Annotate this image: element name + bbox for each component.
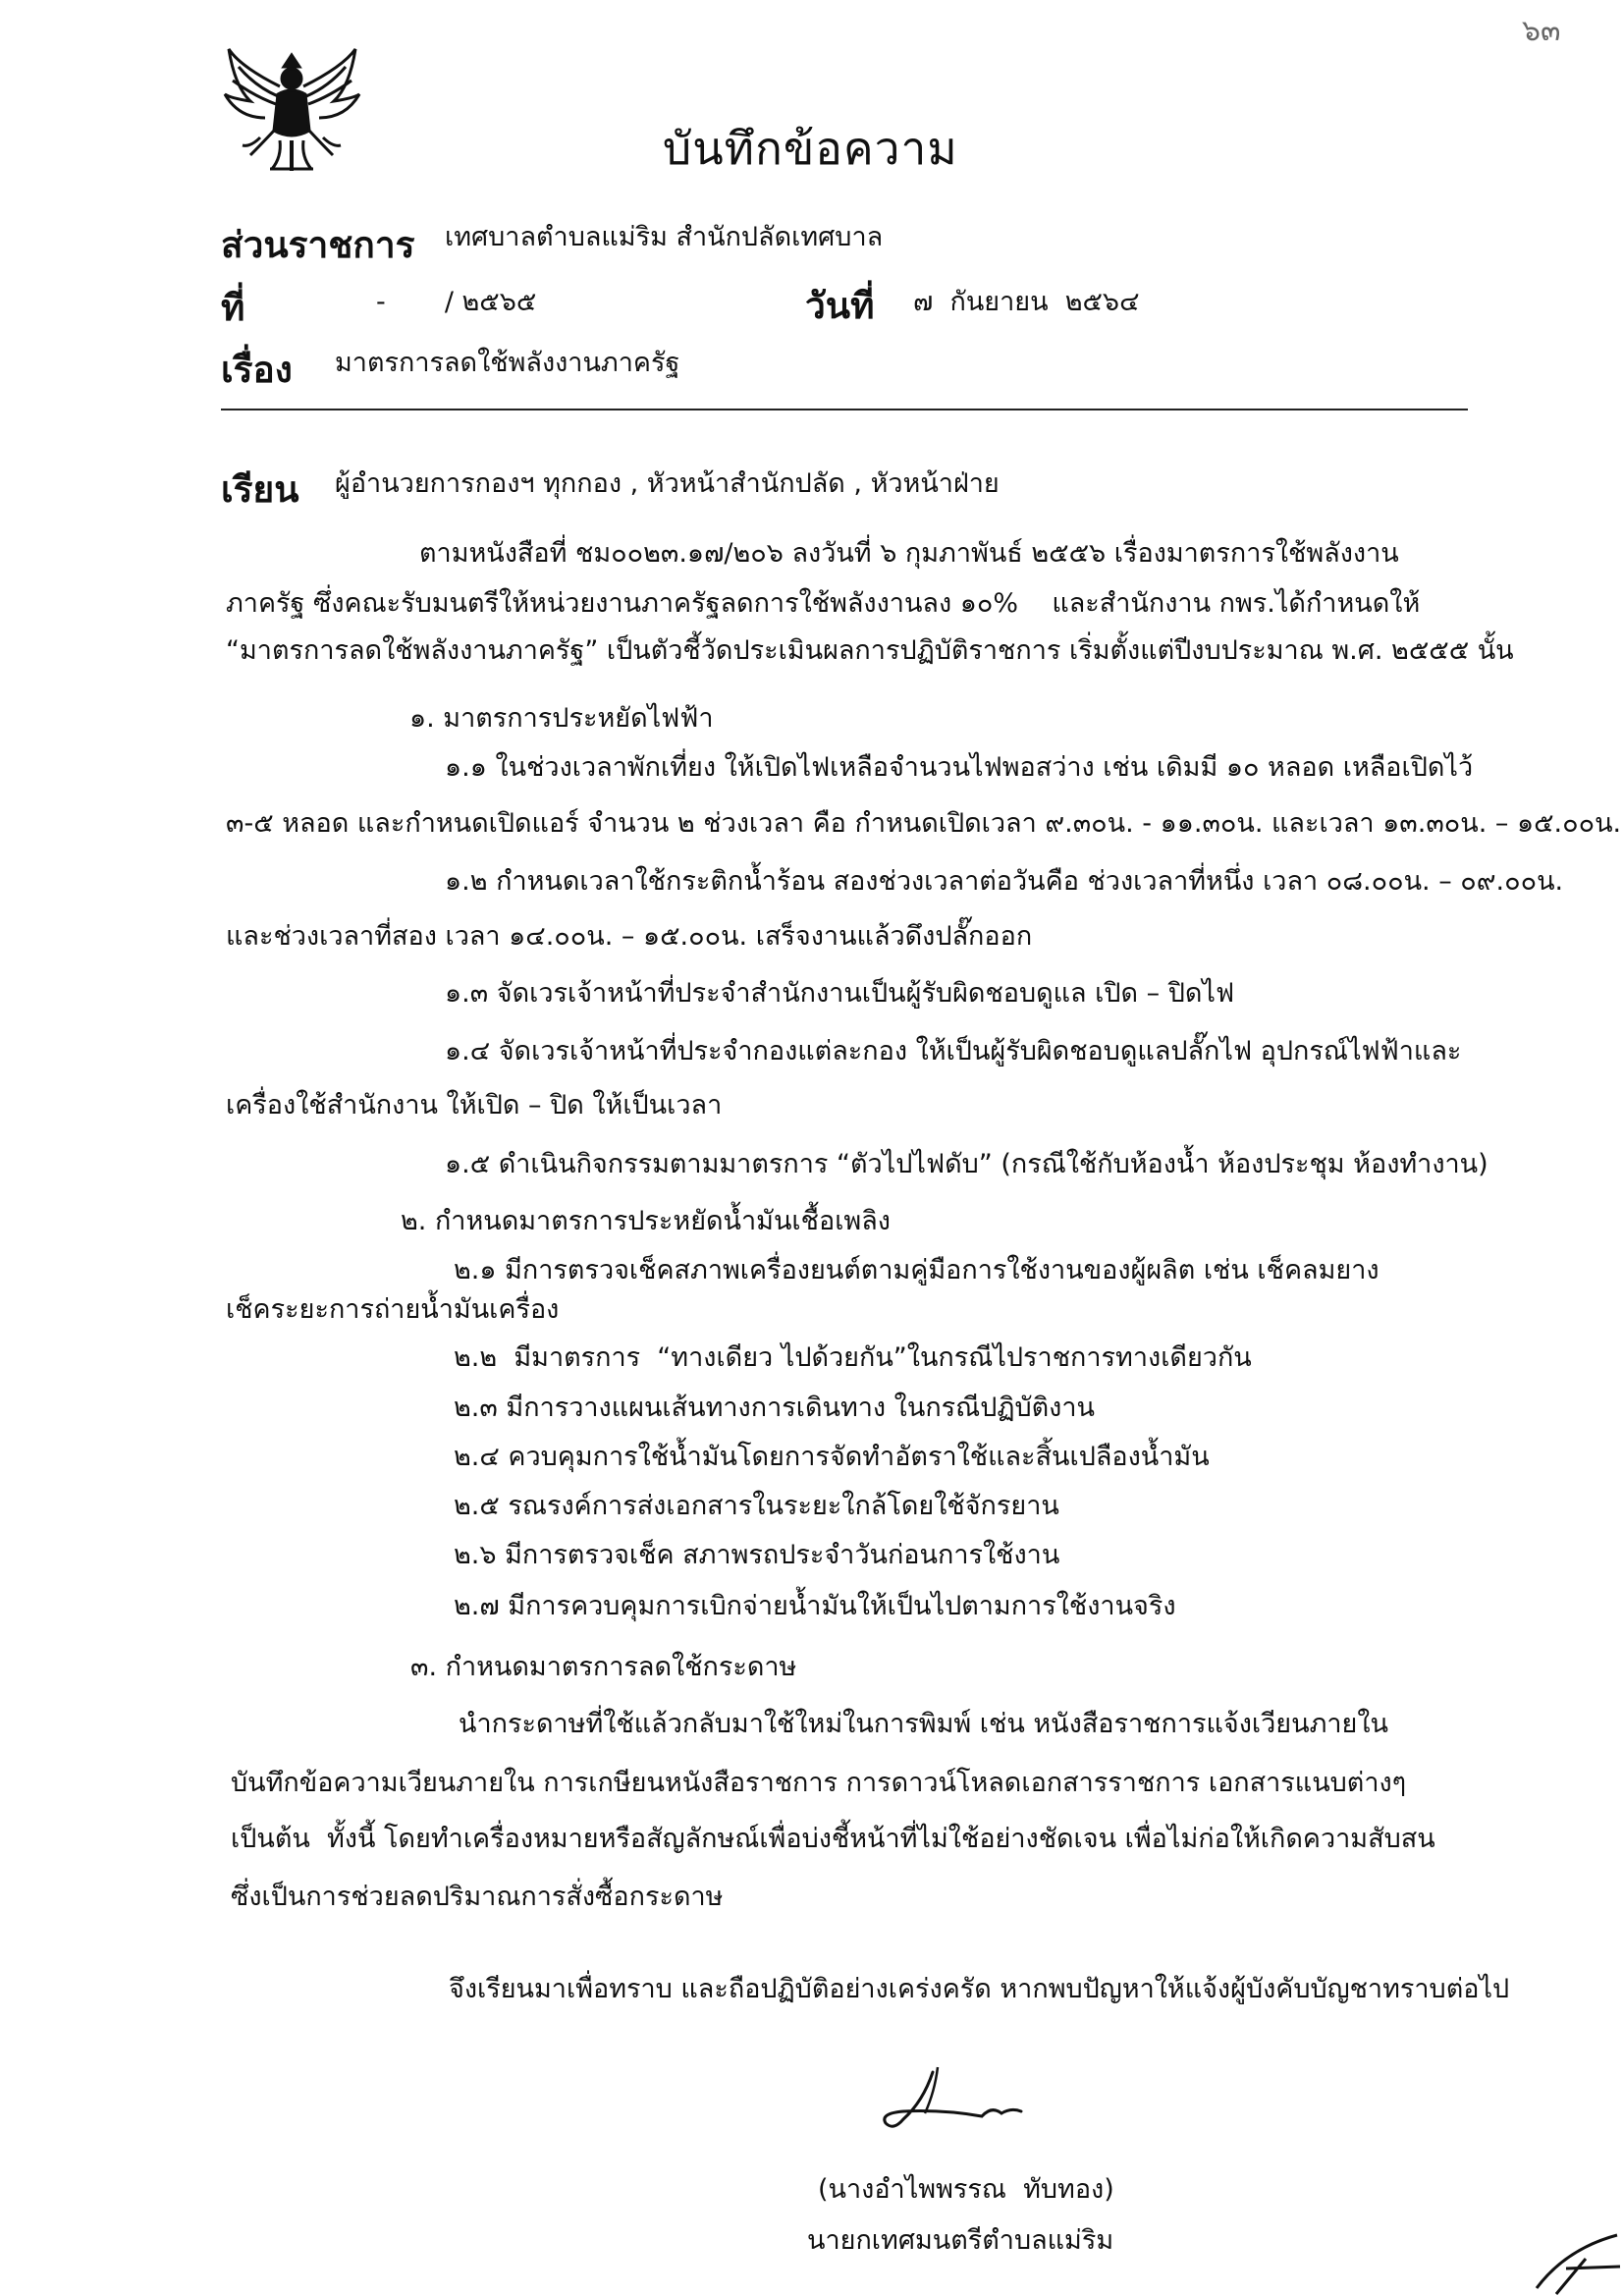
item-1-4-line-1: ๑.๔ จัดเวรเจ้าหน้าที่ประจำกองแต่ละกอง ให้เป็นผู้รับผิดชอบดูแลปลั๊กไฟ อุปกรณ์ไฟฟ้าและ xyxy=(445,1036,1462,1066)
section-2-heading: ๒. กำหนดมาตรการประหยัดน้ำมันเชื้อเพลิง xyxy=(401,1206,891,1236)
department-label: ส่วนราชการ xyxy=(221,224,415,266)
item-1-3: ๑.๓ จัดเวรเจ้าหน้าที่ประจำสำนักงานเป็นผู้รับผิดชอบดูแล เปิด – ปิดไฟ xyxy=(445,978,1235,1009)
department-value: เทศบาลตำบลแม่ริม สำนักปลัดเทศบาล xyxy=(445,222,884,252)
addressee-value: ผู้อำนวยการกองฯ ทุกกอง , หัวหน้าสำนักปลัด , หัวหน้าฝ่าย xyxy=(335,468,1000,499)
signatory-name: (นางอำไพพรรณ ทับทอง) xyxy=(818,2174,1114,2205)
reference-number: - / ๒๕๖๕ xyxy=(376,287,537,317)
item-2-7: ๒.๗ มีการควบคุมการเบิกจ่ายน้ำมันให้เป็นไปตามการใช้งานจริง xyxy=(454,1591,1176,1621)
intro-line-2: ภาครัฐ ซึ่งคณะรับมนตรีให้หน่วยงานภาครัฐลดการใช้พลังงานลง ๑๐% และสำนักงาน กพร.ได้กำหนดให้ xyxy=(226,588,1421,619)
item-1-2-line-1: ๑.๒ กำหนดเวลาใช้กระติกน้ำร้อน สองช่วงเวลาต่อวันคือ ช่วงเวลาที่หนึ่ง เวลา ๐๘.๐๐น. – ๐๙.๐๐น. xyxy=(445,866,1564,897)
signatory-position: นายกเทศมนตรีตำบลแม่ริม xyxy=(807,2225,1114,2256)
item-1-2-line-2: และช่วงเวลาที่สอง เวลา ๑๔.๐๐น. – ๑๕.๐๐น. เสร็จงานแล้วดึงปลั๊กออก xyxy=(226,921,1033,952)
item-2-1-line-2: เช็คระยะการถ่ายน้ำมันเครื่อง xyxy=(226,1294,560,1325)
section-3-line-3: เป็นต้น ทั้งนี้ โดยทำเครื่องหมายหรือสัญลักษณ์เพื่อบ่งชี้หน้าที่ไม่ใช้อย่างชัดเจน เพื่อไม่ก่อให้เกิดความสับสน xyxy=(231,1824,1435,1854)
subject-label: เรื่อง xyxy=(221,349,293,391)
item-2-6: ๒.๖ มีการตรวจเช็ค สภาพรถประจำวันก่อนการใช้งาน xyxy=(454,1540,1060,1570)
item-2-3: ๒.๓ มีการวางแผนเส้นทางการเดินทาง ในกรณีปฏิบัติงาน xyxy=(454,1393,1095,1423)
memo-title: บันทึกข้อความ xyxy=(663,122,958,175)
item-1-5: ๑.๕ ดำเนินกิจกรรมตามมาตรการ “ตัวไปไฟดับ” (กรณีใช้กับห้องน้ำ ห้องประชุม ห้องทำงาน) xyxy=(445,1149,1488,1179)
signature-icon xyxy=(864,2062,1031,2141)
item-1-1-line-1: ๑.๑ ในช่วงเวลาพักเที่ยง ให้เปิดไฟเหลือจำนวนไฟพอสว่าง เช่น เดิมมี ๑๐ หลอด เหลือเปิดไว้ xyxy=(445,752,1474,783)
reference-label: ที่ xyxy=(221,287,245,329)
intro-line-1: ตามหนังสือที่ ชม๐๐๒๓.๑๗/๒๐๖ ลงวันที่ ๖ กุมภาพันธ์ ๒๕๕๖ เรื่องมาตรการใช้พลังงาน xyxy=(419,538,1399,569)
page-number: ๖๓ xyxy=(1522,14,1561,48)
header-divider xyxy=(221,409,1468,410)
subject-value: มาตรการลดใช้พลังงานภาครัฐ xyxy=(335,348,680,378)
section-3-line-1: นำกระดาษที่ใช้แล้วกลับมาใช้ใหม่ในการพิมพ์ เช่น หนังสือราชการแจ้งเวียนภายใน xyxy=(459,1709,1389,1739)
section-3-heading: ๓. กำหนดมาตรการลดใช้กระดาษ xyxy=(410,1652,797,1682)
item-2-5: ๒.๕ รณรงค์การส่งเอกสารในระยะใกล้โดยใช้จักรยาน xyxy=(454,1491,1059,1521)
section-3-line-4: ซึ่งเป็นการช่วยลดปริมาณการสั่งซื้อกระดาษ xyxy=(231,1882,724,1912)
closing-sentence: จึงเรียนมาเพื่อทราบ และถือปฏิบัติอย่างเคร่งครัด หากพบปัญหาให้แจ้งผู้บังคับบัญชาทราบต่อไป xyxy=(449,1974,1510,2004)
garuda-emblem-icon xyxy=(221,47,363,175)
date-label: วันที่ xyxy=(805,285,875,327)
section-1-heading: ๑. มาตรการประหยัดไฟฟ้า xyxy=(409,703,714,734)
item-2-2: ๒.๒ มีมาตรการ “ทางเดียว ไปด้วยกัน”ในกรณีไปราชการทางเดียวกัน xyxy=(454,1342,1252,1373)
date-value: ๗ กันยายน ๒๕๖๔ xyxy=(913,287,1140,317)
corner-mark-icon xyxy=(1527,2229,1623,2296)
addressee-label: เรียน xyxy=(221,468,299,511)
item-2-1-line-1: ๒.๑ มีการตรวจเช็คสภาพเครื่องยนต์ตามคู่มือการใช้งานของผู้ผลิต เช่น เช็คลมยาง xyxy=(454,1255,1380,1285)
item-1-4-line-2: เครื่องใช้สำนักงาน ให้เปิด – ปิด ให้เป็นเวลา xyxy=(226,1090,723,1121)
item-2-4: ๒.๔ ควบคุมการใช้น้ำมันโดยการจัดทำอัตราใช้และสิ้นเปลืองน้ำมัน xyxy=(454,1442,1210,1472)
item-1-1-line-2: ๓-๕ หลอด และกำหนดเปิดแอร์ จำนวน ๒ ช่วงเวลา คือ กำหนดเปิดเวลา ๙.๓๐น. - ๑๑.๓๐น. และเวลา ๑๓.๓๐น. – ๑๕.๐๐น. xyxy=(226,808,1622,839)
section-3-line-2: บันทึกข้อความเวียนภายใน การเกษียนหนังสือราชการ การดาวน์โหลดเอกสารราชการ เอกสารแนบต่างๆ xyxy=(231,1768,1407,1798)
intro-line-3: “มาตรการลดใช้พลังงานภาครัฐ” เป็นตัวชี้วัดประเมินผลการปฏิบัติราชการ เริ่มตั้งแต่ปีงบประมาณ พ.ศ. ๒๕๕๕ นั้น xyxy=(226,635,1514,666)
